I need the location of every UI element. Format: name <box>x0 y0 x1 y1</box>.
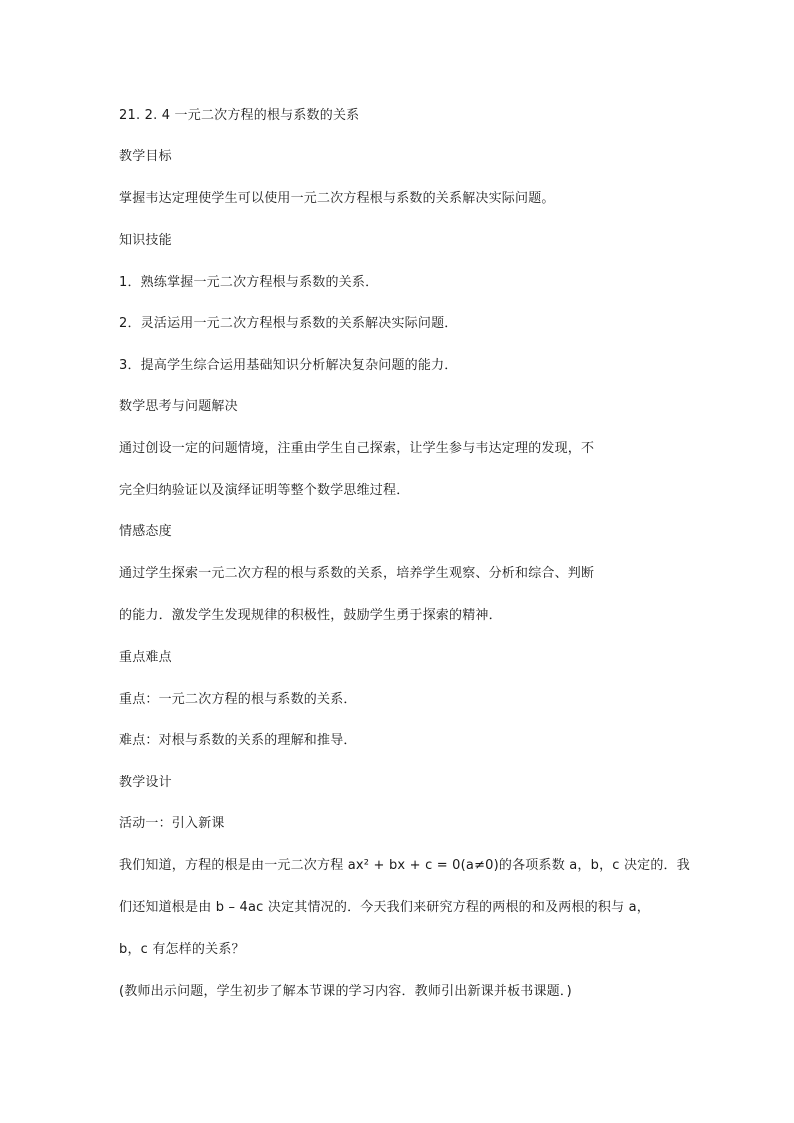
section-heading-emotion: 情感态度 <box>119 524 172 539</box>
knowledge-item-3: 3．提高学生综合运用基础知识分析解决复杂问题的能力． <box>119 358 458 373</box>
section-heading-math-thinking: 数学思考与问题解决 <box>119 399 238 414</box>
knowledge-item-2: 2．灵活运用一元二次方程根与系数的关系解决实际问题． <box>119 316 458 331</box>
activity-line-3: b，c 有怎样的关系？ <box>119 942 245 957</box>
emotion-line-1: 通过学生探索一元二次方程的根与系数的关系，培养学生观察、分析和综合、判断 <box>119 566 595 581</box>
goal-paragraph: 掌握韦达定理使学生可以使用一元二次方程根与系数的关系解决实际问题。 <box>119 191 555 206</box>
section-heading-key-points: 重点难点 <box>119 650 172 665</box>
activity-line-2: 们还知道根是由 b – 4ac 决定其情况的．今天我们来研究方程的两根的和及两根的积与 a， <box>119 900 650 915</box>
document-title: 21. 2. 4 一元二次方程的根与系数的关系 <box>119 108 360 123</box>
emotion-line-2: 的能力．激发学生发现规律的积极性，鼓励学生勇于探索的精神． <box>119 608 502 623</box>
difficult-point-line: 难点：对根与系数的关系的理解和推导． <box>119 733 357 748</box>
section-heading-knowledge: 知识技能 <box>119 233 172 248</box>
section-heading-design: 教学设计 <box>119 775 172 790</box>
section-heading-teaching-goal: 教学目标 <box>119 149 172 164</box>
math-thinking-line-1: 通过创设一定的问题情境，注重由学生自己探索，让学生参与韦达定理的发现，不 <box>119 441 595 456</box>
math-thinking-line-2: 完全归纳验证以及演绎证明等整个数学思维过程． <box>119 483 410 498</box>
activity-line-1: 我们知道，方程的根是由一元二次方程 ax² + bx + c = 0(a≠0)的各项系数 a，b，c 决定的．我 <box>119 858 690 873</box>
activity-one-heading: 活动一：引入新课 <box>119 816 225 831</box>
activity-line-4: (教师出示问题，学生初步了解本节课的学习内容．教师引出新课并板书课题．) <box>119 984 572 999</box>
knowledge-item-1: 1．熟练掌握一元二次方程根与系数的关系． <box>119 275 379 290</box>
key-point-line: 重点：一元二次方程的根与系数的关系． <box>119 692 357 707</box>
